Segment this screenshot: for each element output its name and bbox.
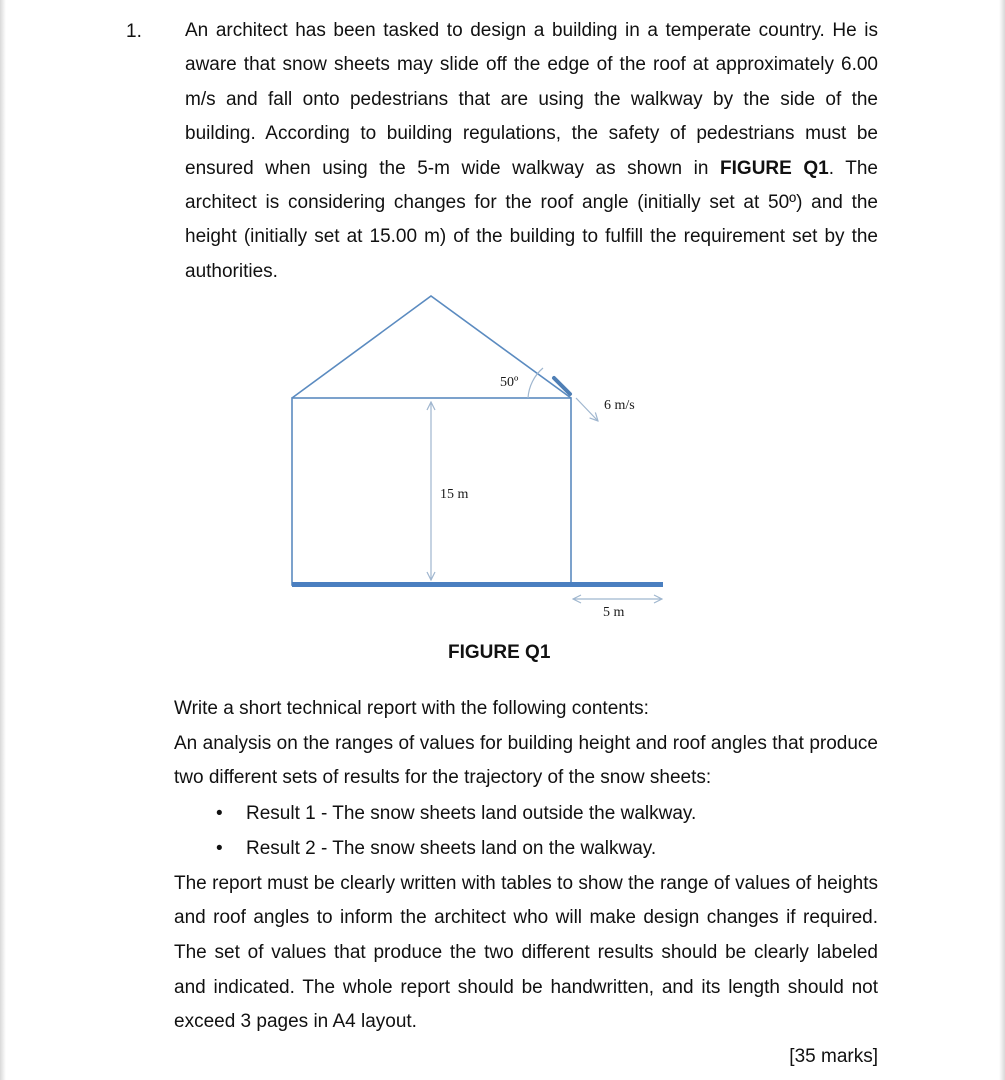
roof-angle-label: 50º xyxy=(500,375,519,390)
report-requirements: The report must be clearly written with tables to show the range of values of heights and roof angles to inform the architect who will make design changes if required. The set of values that produce the two different results should be clearly labeled and indicated. The whole report should be handwritten, and its length should not exceed 3 pages in A4 layout. xyxy=(174,872,878,1033)
figure-q1 xyxy=(280,288,680,628)
velocity-arrow xyxy=(576,398,598,421)
walkway-width-label: 5 m xyxy=(603,605,625,620)
task-section xyxy=(174,692,878,1040)
height-label: 15 m xyxy=(440,487,469,502)
question-intro-part2: . The architect is considering changes for the roof angle (initially set at 50º) and the height (initially set at 15.00 m) of the building to fulfill the requirement set by the authorities. xyxy=(185,157,878,282)
figure-reference: FIGURE Q1 xyxy=(720,157,829,179)
results-list xyxy=(174,796,878,867)
bullet-icon: • xyxy=(216,838,223,860)
task-intro: Write a short technical report with the following contents: xyxy=(174,698,649,719)
ground-line xyxy=(292,582,663,587)
result-1-text: Result 1 - The snow sheets land outside the walkway. xyxy=(246,802,697,824)
marks-allocation: [35 marks] xyxy=(789,1046,878,1067)
list-item xyxy=(174,796,878,832)
roof-outline xyxy=(292,296,571,398)
bullet-icon: • xyxy=(216,802,223,824)
page-edge-left xyxy=(0,0,6,1080)
question-intro-part1: An architect has been tasked to design a building in a temperate country. He is aware that snow sheets may slide off the edge of the roof at approximately 6.00 m/s and fall onto pedestrians that are using the walkway by the side of the building. According to building regulations, the safety of pedestrians must be ensured when using the 5-m wide walkway as shown in xyxy=(185,20,878,179)
list-item xyxy=(174,831,878,867)
building-diagram xyxy=(280,288,680,628)
figure-caption: FIGURE Q1 xyxy=(448,642,551,663)
question-intro xyxy=(185,14,878,289)
velocity-label: 6 m/s xyxy=(604,398,635,413)
result-2-text: Result 2 - The snow sheets land on the walkway. xyxy=(246,838,657,860)
task-analysis-description: An analysis on the ranges of values for building height and roof angles that produce two different sets of results for the trajectory of the snow sheets: xyxy=(174,732,878,789)
question-number: 1. xyxy=(126,21,142,42)
page-edge-right xyxy=(999,0,1005,1080)
